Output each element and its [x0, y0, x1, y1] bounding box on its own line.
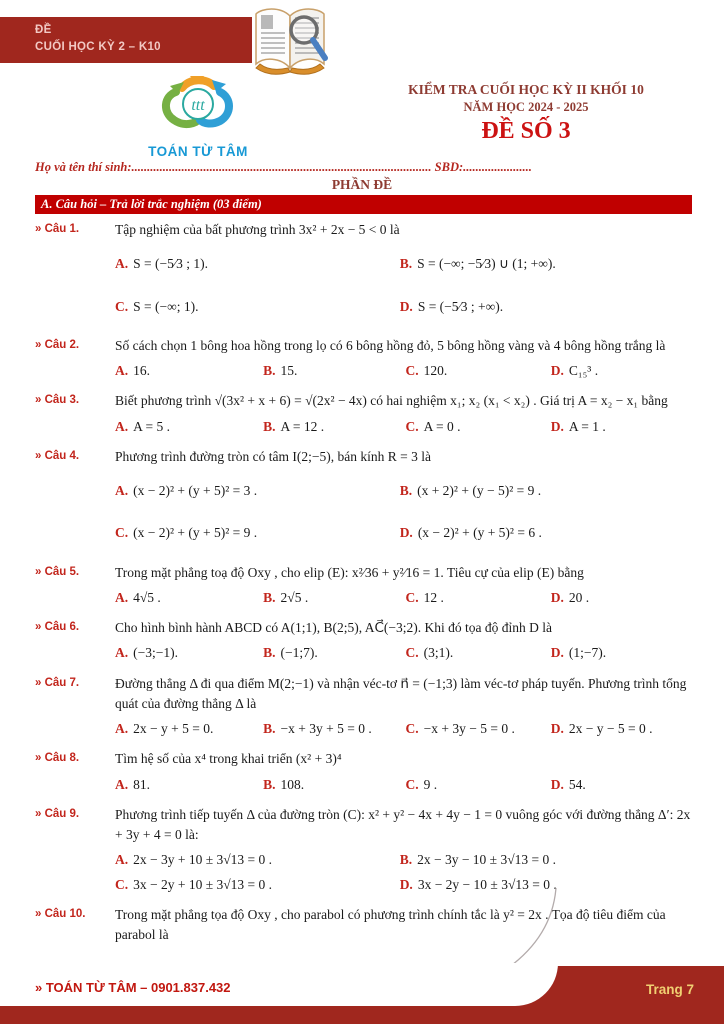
question-body — [115, 391, 696, 439]
options-grid — [115, 415, 696, 439]
option-text: (x + 2)² + (y − 5)² = 9 . — [417, 483, 542, 498]
footer-brand-text: » TOÁN TỪ TÂM – 0901.837.432 — [35, 980, 231, 995]
question-body — [115, 618, 696, 666]
answer-option — [263, 773, 405, 797]
option-key: B. — [263, 589, 276, 605]
option-text: (x − 2)² + (y + 5)² = 9 . — [133, 525, 258, 541]
answer-option — [115, 773, 263, 797]
answer-option — [115, 470, 400, 512]
question-label: » Câu 5. — [35, 565, 80, 578]
option-key: B. — [263, 645, 276, 661]
options-grid — [115, 470, 696, 555]
answer-option — [400, 243, 696, 285]
answer-option — [115, 848, 400, 872]
option-key: D. — [399, 876, 413, 892]
banner-line1: ĐỀ — [35, 24, 52, 36]
question-row — [35, 447, 696, 555]
question-text: Biết phương trình √(3x² + x + 6) = √(2x² − 4x) có hai nghiệm x₁; x₂ (x₁ < x₂) . Giá trị A = x₂ − x₁ bằng — [115, 393, 668, 409]
option-text: 3x − 2y + 10 ± 3√13 = 0 . — [133, 876, 273, 892]
questions-list — [35, 220, 696, 953]
option-key: D. — [399, 525, 413, 541]
answer-option — [405, 586, 550, 610]
question-label: » Câu 7. — [35, 676, 80, 689]
answer-option — [551, 773, 696, 797]
option-key: D. — [550, 418, 564, 434]
footer-curve-decoration — [490, 888, 570, 970]
answer-option — [115, 359, 263, 383]
option-key: A. — [115, 852, 129, 868]
exam-code: ĐỀ SỐ 3 — [481, 118, 571, 144]
option-key: B. — [399, 483, 413, 498]
question-label: » Câu 10. — [35, 907, 86, 920]
question-body — [115, 749, 696, 797]
question-text: Tập nghiệm của bất phương trình 3x² + 2x − 5 < 0 là — [115, 222, 400, 237]
option-text: (3;1). — [423, 645, 454, 661]
option-key: C. — [405, 363, 419, 378]
answer-option — [551, 586, 696, 610]
answer-option — [115, 243, 400, 285]
exam-title-line1: KIỂM TRA CUỐI HỌC KỲ II KHỐI 10 — [408, 82, 644, 97]
answer-option — [115, 586, 263, 610]
option-key: D. — [550, 645, 564, 661]
options-grid — [115, 586, 696, 610]
answer-option — [115, 641, 263, 665]
option-text: A = 1 . — [568, 418, 606, 434]
option-text: 16. — [133, 363, 150, 378]
option-text: (−3;−1). — [133, 645, 178, 661]
option-text: (1;−7). — [568, 645, 607, 661]
banner-line2: CUỐI HỌC KỲ 2 – K10 — [35, 40, 161, 53]
option-text: (x − 2)² + (y + 5)² = 6 . — [417, 525, 542, 541]
student-name-line: Họ và tên thí sinh:................................................................................................ SBD:...................... — [35, 160, 532, 174]
answer-option — [263, 359, 405, 383]
option-text: 120. — [423, 363, 448, 378]
question-row — [35, 618, 696, 666]
answer-option — [405, 359, 550, 383]
logo-icon — [146, 74, 250, 138]
question-body — [115, 447, 696, 555]
option-text: 3x − 2y − 10 ± 3√13 = 0 . — [417, 876, 557, 892]
option-key: B. — [263, 776, 276, 792]
option-text: 15. — [280, 363, 298, 378]
question-text: Tìm hệ số của x⁴ trong khai triển (x² + 3)⁴ — [115, 751, 342, 767]
option-key: D. — [550, 589, 564, 605]
logo-name: TOÁN TỪ TÂM — [148, 144, 248, 159]
answer-option — [263, 717, 405, 741]
part-label: PHẦN ĐỀ — [331, 177, 393, 192]
option-key: A. — [115, 589, 129, 605]
logo — [138, 74, 258, 159]
question-body — [115, 220, 696, 328]
answer-option — [115, 873, 400, 897]
question-body — [115, 563, 696, 611]
question-label: » Câu 1. — [35, 223, 80, 235]
option-text: −x + 3y − 5 = 0 . — [423, 721, 515, 736]
question-row — [35, 220, 696, 328]
answer-option — [263, 586, 405, 610]
section-a-header: A. Câu hỏi – Trả lời trắc nghiệm (03 điểm) — [35, 195, 692, 214]
option-key: C. — [405, 418, 419, 434]
option-text: (x − 2)² + (y + 5)² = 3 . — [133, 483, 258, 498]
answer-option — [551, 359, 696, 383]
option-key: C. — [405, 721, 419, 736]
option-text: S = (−∞; 1). — [133, 298, 199, 314]
option-text: A = 5 . — [133, 418, 170, 434]
question-row — [35, 336, 696, 384]
option-key: C. — [405, 645, 419, 661]
question-body — [115, 905, 696, 946]
answer-option — [115, 415, 263, 439]
option-key: C. — [115, 298, 129, 314]
question-row — [35, 805, 696, 897]
option-text: 2x − y − 5 = 0 . — [568, 721, 653, 736]
question-label: » Câu 8. — [35, 752, 80, 765]
question-text: Số cách chọn 1 bông hoa hồng trong lọ có 6 bông hồng đỏ, 5 bông hồng vàng và 4 bông hồng trắng là — [115, 337, 666, 353]
question-label: » Câu 3. — [35, 394, 80, 407]
option-key: A. — [115, 776, 129, 792]
option-key: D. — [550, 721, 564, 736]
answer-option — [263, 641, 405, 665]
option-key: C. — [405, 589, 419, 605]
question-text: Phương trình tiếp tuyến Δ của đường tròn (C): x² + y² − 4x + 4y − 1 = 0 vuông góc với đường thẳng Δ′: 2x + 3y + 4 = 0 là: — [115, 806, 691, 842]
option-text: 2x − 3y + 10 ± 3√13 = 0 . — [133, 852, 273, 868]
option-key: C. — [115, 525, 129, 541]
option-text: 2√5 . — [280, 589, 309, 605]
option-key: D. — [550, 363, 564, 378]
svg-text:ttt: ttt — [191, 97, 205, 114]
answer-option — [405, 415, 550, 439]
option-text: S = (−5⁄3 ; 1). — [133, 256, 208, 272]
question-label: » Câu 6. — [35, 621, 80, 633]
answer-option — [405, 641, 550, 665]
question-row — [35, 905, 696, 946]
options-grid — [115, 641, 696, 665]
option-key: C. — [405, 776, 419, 792]
option-text: 2x − y + 5 = 0. — [133, 721, 214, 736]
option-key: A. — [115, 721, 129, 736]
option-text: (−1;7). — [280, 645, 318, 661]
question-text: Đường thẳng Δ đi qua điểm M(2;−1) và nhận véc-tơ n⃗ = (−1;3) làm véc-tơ pháp tuyến. Phương trình tổng quát của đường thẳng Δ là — [115, 675, 687, 711]
options-grid — [115, 359, 696, 383]
answer-option — [551, 717, 696, 741]
option-key: A. — [115, 363, 129, 378]
option-key: B. — [263, 418, 276, 434]
answer-option — [400, 512, 696, 554]
answer-option — [115, 286, 400, 328]
option-text: 108. — [280, 776, 305, 792]
option-text: A = 0 . — [423, 418, 461, 434]
exam-title-line2: NĂM HỌC 2024 - 2025 — [463, 100, 589, 114]
question-row — [35, 563, 696, 611]
option-key: A. — [115, 418, 129, 434]
question-row — [35, 749, 696, 797]
question-text: Trong mặt phẳng tọa độ Oxy , cho parabol có phương trình chính tắc là y² = 2x . Tọa độ tiêu điểm của parabol là — [115, 906, 666, 942]
answer-option — [400, 848, 696, 872]
option-text: 2x − 3y − 10 ± 3√13 = 0 . — [417, 852, 556, 868]
answer-option — [405, 773, 550, 797]
options-grid — [115, 717, 696, 741]
question-text: Cho hình bình hành ABCD có A(1;1), B(2;5), AC⃗(−3;2). Khi đó tọa độ đỉnh D là — [115, 620, 553, 635]
question-label: » Câu 9. — [35, 807, 80, 820]
question-body — [115, 805, 696, 897]
options-grid — [115, 243, 696, 328]
option-key: B. — [399, 256, 413, 272]
question-text: Phương trình đường tròn có tâm I(2;−5), bán kính R = 3 là — [115, 448, 431, 464]
page-number: Trang 7 — [645, 982, 694, 997]
option-key: B. — [399, 852, 413, 868]
book-magnifier-icon — [246, 2, 334, 85]
option-text: 54. — [568, 776, 586, 792]
option-text: S = (−5⁄3 ; +∞). — [417, 298, 504, 314]
option-text: 81. — [133, 776, 150, 792]
options-grid — [115, 848, 696, 897]
option-key: A. — [115, 645, 129, 661]
answer-option — [115, 717, 263, 741]
option-key: A. — [115, 256, 129, 272]
question-row — [35, 674, 696, 742]
question-body — [115, 336, 696, 384]
top-banner — [0, 17, 252, 63]
answer-option — [400, 286, 696, 328]
answer-option — [400, 470, 696, 512]
option-key: D. — [399, 298, 413, 314]
answer-option — [551, 415, 696, 439]
option-text: 12 . — [423, 589, 444, 605]
question-label: » Câu 2. — [35, 338, 80, 351]
option-key: A. — [115, 483, 129, 498]
option-key: D. — [550, 776, 564, 792]
option-text: S = (−∞; −5⁄3) ∪ (1; +∞). — [417, 256, 556, 272]
answer-option — [551, 641, 696, 665]
answer-option — [115, 512, 400, 554]
answer-option — [405, 717, 550, 741]
question-body — [115, 674, 696, 742]
option-text: −x + 3y + 5 = 0 . — [280, 721, 372, 736]
header-block — [352, 82, 700, 145]
option-text: A = 12 . — [280, 418, 325, 434]
question-row — [35, 391, 696, 439]
option-text: 20 . — [568, 589, 590, 605]
question-text: Trong mặt phẳng toạ độ Oxy , cho elip (E): x²⁄36 + y²⁄16 = 1. Tiêu cự của elip (E) bằng — [115, 564, 584, 580]
option-text: 4√5 . — [133, 589, 161, 605]
question-label: » Câu 4. — [35, 449, 80, 462]
option-text: C₁₅³ . — [568, 363, 599, 378]
option-key: C. — [115, 876, 129, 892]
option-key: B. — [263, 363, 276, 378]
option-text: 9 . — [423, 776, 438, 792]
option-key: B. — [263, 721, 276, 736]
answer-option — [263, 415, 405, 439]
options-grid — [115, 773, 696, 797]
